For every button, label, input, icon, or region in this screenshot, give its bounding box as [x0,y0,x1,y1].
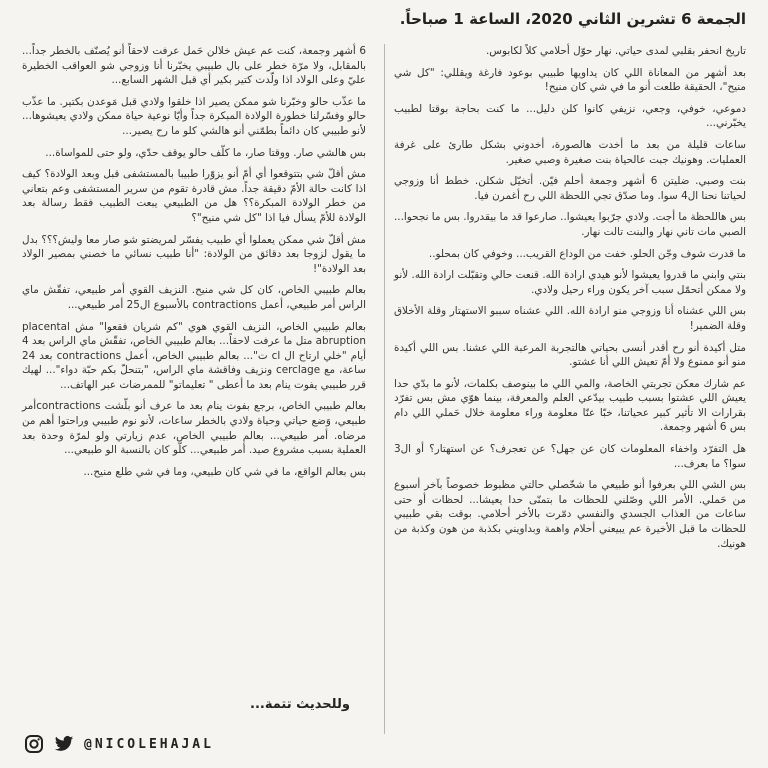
paragraph: بعالم طبيبي الخاص، كان كل شي منيح. النزيف القوي أمر طبيعي، تفقّش ماي الراس أمر طبيعي، أعمل contractions بالأسبوع ال25 أمر طبيعي... [22,284,366,311]
twitter-icon[interactable] [54,734,74,754]
paragraph: بس بعالم الواقع، ما في شي كان طبيعي، وما في شي طلع منيح... [83,465,366,478]
paragraph: عم شارك معكن تجربتي الخاصة، والمي اللي ما بينوصف بكلمات، لأنو ما بدّي حدا يعيش اللي عشتوا بسبب طبيب بيدّعي العلم والمعرفة، بينما هوّي مش بس تفرّد بقرارات الا تأثير كبير عحياتنا، خبّا عنّا معلومة وراء معلومة خلال حَملي اللي دام بس 6 أشهر وجمعة. [394,377,746,434]
paragraph: بس الشي اللي بعرفوا أنو طبيعي ما شخّصلي حالتي مظبوط خصوصاً بآخر أسبوع من حَملي. الأمر اللي وصّلني للحظات ما بتمنّى حدا يعيشا... لحظات أو حتى ساعات من العذاب الجسدي والنفسي دمّرت بالأخر أحلامي. بوقت بقي طبيبي للحظات ما قبل الأخيرة عم يبيعني أحلام واهمة وبداويني بكذبة من هون وكذبة من هونيك. [394,479,746,550]
paragraph: ما قدرت شوف وجّن الحلو. خفت من الوداع القريب... وخوفي كان بمحلو.. [428,247,746,260]
paragraph: ساعات قليلة من بعد ما أخدت هالصورة، أخدوني بشكل طارئ على غرفة العمليات. وهونيك جبت عالحياة بنت صغيرة وصبي صغير. [394,138,746,166]
paragraph: مش أقلّ شي ممكن يعملوا أي طبيب يفسّر لمريضتو شو صار معا وليش؟؟؟ بدل ما يقول لزوجا بعد دقائق من الولادة: "أنا طبيب نسائي ما خصني بمصير الولاد بعد الولادة"! [22,233,366,275]
paragraph: بس اللي عشناه أنا وزوجي منو ارادة الله. اللي عشناه سببو الاستهتار وقلة الأخلاق وقلة الضمير! [394,305,746,332]
paragraph: هل التفرّد واخفاء المعلومات كان عن جهل؟ عن تعجرف؟ عن استهتار؟ أو ال3 سوا؟ ما بعرف... [394,443,746,470]
paragraph: بنت وصبي. ضليتن 6 أشهر وجمعة أحلم فيّن. أتخيّل شكلن. خطط أنا وزوجي لحياتنا نحنا ال4 سوا. وما صدّق تجي اللحظة اللي رح أغمرن فيا. [394,175,746,202]
page-title: الجمعة 6 تشرين الثاني 2020، الساعة 1 صباحاً. [399,10,746,28]
paragraph: متل أكيدة أنو رح أقدر أنسى بحياتي هالتجربة المرعبة اللي عشنا. بس اللي أكيدة منو أنو ممنوع ولا أمّ تعيش اللي أنا عشتو. [394,341,746,369]
instagram-icon[interactable] [24,734,44,754]
paragraph: تاريخ انحفر بقلبي لمدى حياتي. نهار حوّل أحلامي كلاً لكابوس. [485,45,746,57]
left-column [22,44,366,486]
paragraph: 6 أشهر وجمعة، كنت عم عيش خلالن حَمل عرفت لاحقاً أنو يُصنّف بالخطر جداً... بالمقابل، ولا مرّة خطر على بال طبيبي يخبّرنا أنا وزوجي شو العواقب الخطيرة عليّ وعلى الولاد اذا ولّدت كتير بكير أي قبل الشهر السابع... [22,45,366,87]
social-handle[interactable]: @NICOLEHAJAL [84,736,214,752]
to-be-continued: وللحديث تتمة... [250,697,350,712]
paragraph: بعالم طبيبي الخاص، النزيف القوي هوي "كم شريان فقعوا" مش placental abruption متل ما عرفت لاحقاً... بعالم طبيبي الخاص، تفقّش ماي الراس بعد 4 أيام "خلي ارتاح ال cl ت"... بعالم طبيبي الخاص، أعمل contractions بعد 24 ساعة، مع cerclage ونزيف وفاقشة ماي الراس، "بتنحلّ بكم حبّة دواء"... لهيك قرر طبيبي يفوت ينام بعد ما أعطى " تعليماتو" للممرضات عبر الهاتف... [22,320,367,391]
social-footer [24,734,214,754]
paragraph: بعالم طبيبي الخاص، برجع بفوت ينام بعد ما عرف أنو بلّشت contractionsأمر طبيعي، وَضع حياتي وحياة ولادي بالخطر ساعات، لأنو نوم طبيبي وراحتوا أهم من مرضاه. أمر طبيعي... بعالم طبيبي الخاص، عدم زيارتي ولو لمرّة وحدة بعد العملية بسبب مشروع صيد. أمر طبيعي... كلّو كان بالنسبة الو طبيعي... [22,400,366,457]
paragraph: بعد أشهر من المعاناة اللي كان يداويها طبيبي بوعود فارغة ويقللي: "كل شي منيح"، الحقيقة طلعت أنو ما في شي كان منيح! [394,66,746,94]
column-divider [384,44,385,734]
paragraph: مش أقلّ شي بتتوقعوا أي أمّ أنو يزوّرا طبيبا بالمستشفى قبل وبعد الولادة؟ كيف اذا كانت حالة الأمّ دقيقة جداً. مش قادرة تقوم من سرير المستشفى وعم بتعاني من خطر الولادة المبكرة؟؟ هل من الطبيعي يبعت الطبيب فقط رسالة بعد الولادة للأمّ يسأل فيا اذا "كل شي منيح"؟ [22,168,366,224]
paragraph: دموعي، خوفي، وجعي، نزيفي كانوا كلن دليل... ما كنت بحاجة بوقتا لطبيب يخبّرني... [394,102,746,130]
paragraph: بس هالشي صار. ووقتا صار، ما كلّف حالو يوقف حدّي، ولو حتى للمواساة... [45,146,366,159]
paragraph: ما عذّب حالو وخبّرنا شو ممكن يصير اذا خلقوا ولادي قبل مَوعدن بكتير. ما عذّب حالو وفسّرلنا خطورة الولادة المبكرة جداً وأيّا نوعية حياة ممكن ولادي يعيشوها... لأنو طبيبي كان دائماً بطمّني أنو هالشي كلو ما رح يصير... [22,95,366,137]
paragraph: بنتي وابني ما قدروا يعيشوا لأنو هيدي ارادة الله. قنعت حالي وتقبّلت ارادة الله. لأنو ولا ممكن أتحمّل سبب آخر يكون وراء رحيل ولادي. [394,269,746,296]
right-column [394,44,746,558]
paragraph: بس هاللحظة ما أجت. ولادي جرّبوا يعيشوا.. صارعوا قد ما بيقدروا. بس ما نجحوا... الصبي مات تاني نهار والبنت تالت نهار. [394,211,746,238]
